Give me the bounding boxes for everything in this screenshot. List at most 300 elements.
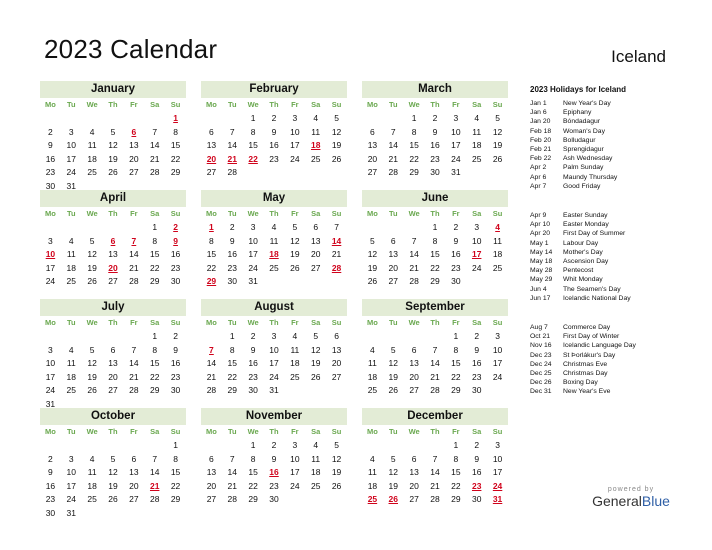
holiday-name: Good Friday bbox=[563, 182, 601, 190]
calendar-day: 14 bbox=[430, 358, 440, 368]
calendar-day: 15 bbox=[430, 249, 440, 259]
calendar-day: 27 bbox=[409, 494, 419, 504]
weekday-label: Th bbox=[269, 209, 279, 218]
calendar-day: 25 bbox=[290, 371, 300, 382]
holiday-date-label: Apr 10 bbox=[530, 221, 551, 229]
weekday-label: We bbox=[86, 100, 98, 109]
holiday-row bbox=[530, 248, 700, 257]
calendar-day: 18 bbox=[367, 371, 378, 382]
empty-cell bbox=[362, 221, 383, 235]
calendar-day: 31 bbox=[66, 507, 76, 518]
calendar-day: 6 bbox=[110, 344, 116, 355]
holiday-date: 4 bbox=[495, 222, 500, 232]
holiday-date-label: Jun 4 bbox=[530, 285, 547, 293]
calendar-day: 20 bbox=[310, 249, 321, 259]
holiday-name: First Day of Summer bbox=[563, 230, 626, 238]
calendar-day: 27 bbox=[129, 167, 139, 177]
holiday-name: Ascension Day bbox=[563, 257, 609, 265]
calendar-day: 25 bbox=[310, 480, 321, 491]
calendar-day: 23 bbox=[45, 167, 56, 177]
empty-cell bbox=[40, 221, 61, 235]
holiday-row bbox=[530, 378, 700, 387]
holiday-row bbox=[530, 294, 700, 303]
calendar-day: 4 bbox=[271, 222, 277, 232]
calendar-day: 10 bbox=[492, 453, 503, 464]
holiday-date: 7 bbox=[209, 344, 214, 355]
weekday-label: Sa bbox=[311, 209, 321, 218]
calendar-day: 12 bbox=[388, 358, 398, 368]
weekday-label: Su bbox=[170, 209, 181, 218]
calendar-day: 26 bbox=[290, 262, 300, 273]
calendar-day: 13 bbox=[206, 140, 217, 150]
calendar-day: 27 bbox=[108, 276, 118, 286]
calendar-day: 1 bbox=[250, 113, 256, 123]
holiday-name: Woman's Day bbox=[563, 127, 605, 135]
calendar-day: 2 bbox=[48, 453, 53, 464]
empty-cell bbox=[123, 330, 144, 344]
empty-cell bbox=[201, 330, 222, 344]
holiday-name: Easter Monday bbox=[563, 221, 609, 229]
calendar-day: 2 bbox=[432, 113, 438, 123]
holiday-date: 22 bbox=[248, 153, 258, 164]
calendar-day: 10 bbox=[269, 344, 279, 355]
empty-cell bbox=[61, 330, 82, 344]
calendar-day: 16 bbox=[471, 467, 482, 477]
calendar-day: 17 bbox=[290, 140, 300, 150]
weekday-label: Th bbox=[430, 427, 440, 436]
holiday-name: Bolludagur bbox=[563, 136, 596, 144]
calendar-day: 4 bbox=[89, 126, 95, 137]
holiday-date-label: Dec 25 bbox=[530, 369, 552, 377]
month-days bbox=[201, 316, 347, 398]
weekday-label: Th bbox=[269, 318, 279, 327]
calendar-day: 16 bbox=[248, 358, 258, 368]
month-name: October bbox=[40, 408, 186, 425]
calendar-day: 22 bbox=[409, 153, 419, 164]
calendar-day: 21 bbox=[149, 153, 160, 164]
calendar-day: 9 bbox=[173, 344, 178, 355]
weekday-label: Su bbox=[331, 427, 342, 436]
calendar-day: 8 bbox=[152, 344, 158, 355]
empty-cell bbox=[362, 330, 383, 344]
calendar-day: 5 bbox=[370, 235, 375, 246]
calendar-day: 11 bbox=[472, 126, 482, 137]
calendar-day: 19 bbox=[388, 371, 398, 382]
calendar-day: 30 bbox=[45, 180, 56, 191]
weekday-label: Tu bbox=[388, 318, 398, 327]
holiday-name: First Day of Winter bbox=[563, 333, 620, 341]
calendar-day: 20 bbox=[388, 262, 398, 273]
calendar-day: 10 bbox=[290, 453, 300, 464]
month-days bbox=[362, 425, 508, 507]
calendar-day: 16 bbox=[45, 480, 56, 491]
holiday-row bbox=[530, 136, 700, 145]
empty-cell bbox=[404, 439, 425, 453]
empty-cell bbox=[222, 112, 243, 126]
weekday-label: Sa bbox=[472, 318, 482, 327]
empty-cell bbox=[404, 221, 425, 235]
empty-cell bbox=[61, 439, 82, 453]
calendar-day: 13 bbox=[108, 358, 118, 368]
calendar-day: 2 bbox=[271, 113, 277, 123]
calendar-day: 25 bbox=[492, 262, 503, 273]
calendar-day: 16 bbox=[471, 358, 482, 368]
empty-cell bbox=[123, 439, 144, 453]
calendar-day: 3 bbox=[271, 331, 277, 341]
weekday-label: Mo bbox=[206, 427, 217, 436]
holiday-date-label: Dec 23 bbox=[530, 351, 552, 359]
calendar-day: 24 bbox=[248, 262, 258, 273]
calendar-day: 12 bbox=[388, 467, 398, 477]
empty-cell bbox=[123, 112, 144, 126]
calendar-day: 16 bbox=[45, 153, 56, 164]
calendar-day: 30 bbox=[45, 507, 56, 518]
calendar-day: 5 bbox=[89, 235, 95, 246]
empty-cell bbox=[362, 439, 383, 453]
weekday-label: Su bbox=[492, 427, 503, 436]
empty-cell bbox=[383, 221, 404, 235]
weekday-label: Mo bbox=[367, 427, 378, 436]
calendar-day: 28 bbox=[430, 385, 440, 395]
calendar-day: 1 bbox=[432, 222, 438, 232]
holiday-row bbox=[530, 239, 700, 248]
calendar-day: 24 bbox=[290, 480, 300, 491]
holiday-name: Mother's Day bbox=[563, 248, 603, 256]
calendar-day: 10 bbox=[66, 467, 76, 477]
calendar-day: 6 bbox=[209, 126, 214, 137]
empty-cell bbox=[362, 112, 383, 126]
calendar-day: 20 bbox=[409, 480, 419, 491]
calendar-day: 28 bbox=[388, 167, 398, 177]
calendar-day: 19 bbox=[108, 480, 118, 491]
holiday-date: 21 bbox=[227, 153, 237, 164]
calendar-day: 3 bbox=[48, 235, 53, 246]
calendar-day: 29 bbox=[149, 276, 160, 286]
holiday-name: Bóndadagur bbox=[563, 118, 601, 126]
holiday-row bbox=[530, 117, 700, 126]
calendar-day: 5 bbox=[390, 344, 396, 355]
calendar-day: 14 bbox=[129, 358, 139, 368]
month-july bbox=[40, 299, 186, 411]
holiday-date: 1 bbox=[173, 113, 178, 123]
calendar-day: 23 bbox=[430, 153, 440, 164]
calendar-day: 11 bbox=[311, 126, 321, 137]
calendar-day: 9 bbox=[48, 467, 53, 477]
calendar-day: 1 bbox=[411, 113, 417, 123]
holiday-list-1 bbox=[530, 99, 700, 191]
holiday-name: Palm Sunday bbox=[563, 164, 604, 172]
empty-cell bbox=[201, 439, 222, 453]
holiday-name: Christmas Eve bbox=[563, 360, 608, 368]
calendar-day: 18 bbox=[492, 249, 503, 259]
calendar-day: 9 bbox=[229, 235, 235, 246]
holiday-date-label: Apr 9 bbox=[530, 212, 547, 219]
calendar-day: 31 bbox=[45, 398, 56, 409]
calendar-day: 17 bbox=[248, 249, 258, 259]
weekday-label: Th bbox=[430, 318, 440, 327]
calendar-day: 26 bbox=[331, 480, 342, 491]
calendar-day: 25 bbox=[310, 153, 321, 164]
calendar-day: 10 bbox=[66, 140, 76, 150]
weekday-label: Th bbox=[269, 427, 279, 436]
calendar-day: 19 bbox=[331, 140, 342, 150]
month-name: August bbox=[201, 299, 347, 316]
calendar-day: 28 bbox=[409, 276, 419, 286]
calendar-day: 22 bbox=[227, 371, 237, 382]
holidays-title: 2023 Holidays for Iceland bbox=[530, 85, 627, 94]
month-days bbox=[201, 98, 347, 180]
calendar-day: 13 bbox=[409, 358, 419, 368]
generalblue-logo bbox=[588, 486, 674, 509]
weekday-label: Sa bbox=[311, 318, 321, 327]
calendar-day: 8 bbox=[229, 344, 235, 355]
calendar-day: 19 bbox=[310, 358, 321, 368]
holiday-date: 7 bbox=[131, 235, 137, 246]
month-september bbox=[362, 299, 508, 398]
calendar-day: 18 bbox=[66, 262, 76, 273]
calendar-day: 25 bbox=[66, 276, 76, 286]
calendar-day: 9 bbox=[271, 126, 277, 137]
calendar-day: 10 bbox=[492, 344, 503, 355]
calendar-day: 17 bbox=[66, 480, 76, 491]
calendar-day: 20 bbox=[331, 358, 342, 368]
holiday-date-label: Jan 20 bbox=[530, 118, 551, 126]
empty-cell bbox=[425, 330, 446, 344]
empty-cell bbox=[61, 112, 82, 126]
calendar-day: 11 bbox=[368, 467, 377, 477]
calendar-day: 15 bbox=[451, 358, 461, 368]
calendar-day: 11 bbox=[493, 235, 502, 246]
calendar-day: 29 bbox=[170, 494, 181, 504]
weekday-label: We bbox=[408, 427, 420, 436]
weekday-label: Mo bbox=[45, 318, 56, 327]
calendar-day: 20 bbox=[129, 153, 139, 164]
holiday-date-label: Dec 26 bbox=[530, 379, 552, 387]
month-name: June bbox=[362, 190, 508, 207]
calendar-day: 31 bbox=[269, 385, 279, 395]
calendar-day: 23 bbox=[471, 371, 482, 382]
weekday-label: Su bbox=[170, 427, 181, 436]
calendar-day: 7 bbox=[229, 126, 235, 137]
calendar-day: 26 bbox=[310, 371, 321, 382]
holiday-date: 17 bbox=[471, 249, 482, 259]
calendar-day: 25 bbox=[471, 153, 482, 164]
calendar-day: 30 bbox=[269, 494, 279, 504]
calendar-day: 15 bbox=[149, 249, 160, 259]
weekday-label: Fr bbox=[291, 318, 299, 327]
holiday-date-label: May 1 bbox=[530, 239, 549, 247]
weekday-label: Su bbox=[492, 318, 503, 327]
weekday-label: We bbox=[247, 318, 259, 327]
weekday-label: Tu bbox=[227, 209, 237, 218]
calendar-day: 8 bbox=[209, 235, 214, 246]
holiday-row bbox=[530, 182, 700, 191]
holiday-date-label: Apr 2 bbox=[530, 164, 547, 172]
calendar-day: 18 bbox=[471, 140, 482, 150]
calendar-day: 4 bbox=[89, 453, 95, 464]
brand-blue: Blue bbox=[641, 493, 670, 509]
calendar-day: 12 bbox=[331, 453, 342, 464]
weekday-label: Sa bbox=[150, 100, 160, 109]
empty-cell bbox=[40, 439, 61, 453]
empty-cell bbox=[103, 439, 124, 453]
calendar-day: 30 bbox=[471, 385, 482, 395]
calendar-day: 12 bbox=[331, 126, 342, 137]
holiday-date: 18 bbox=[269, 249, 279, 259]
weekday-label: Fr bbox=[452, 427, 460, 436]
calendar-day: 11 bbox=[269, 235, 279, 246]
calendar-day: 3 bbox=[68, 453, 74, 464]
calendar-day: 1 bbox=[453, 331, 459, 341]
weekday-label: Th bbox=[108, 427, 118, 436]
weekday-label: Mo bbox=[206, 318, 217, 327]
calendar-day: 8 bbox=[453, 453, 459, 464]
month-days bbox=[362, 316, 508, 398]
calendar-day: 6 bbox=[390, 235, 396, 246]
holiday-name: Ash Wednesday bbox=[563, 155, 613, 163]
holiday-date-label: Dec 31 bbox=[530, 388, 552, 396]
calendar-day: 28 bbox=[206, 385, 217, 395]
calendar-day: 18 bbox=[367, 480, 378, 491]
calendar-day: 19 bbox=[290, 249, 300, 259]
calendar-day: 14 bbox=[149, 140, 160, 150]
holiday-row bbox=[530, 220, 700, 229]
holiday-row bbox=[530, 257, 700, 266]
calendar-day: 5 bbox=[390, 453, 396, 464]
month-name: March bbox=[362, 81, 508, 98]
holiday-name: Commerce Day bbox=[563, 324, 611, 331]
calendar-day: 25 bbox=[367, 385, 378, 395]
holiday-row bbox=[530, 108, 700, 117]
powered-by-text: powered by bbox=[607, 486, 655, 493]
weekday-label: Sa bbox=[472, 100, 482, 109]
calendar-day: 16 bbox=[269, 140, 279, 150]
calendar-day: 1 bbox=[250, 440, 256, 450]
weekday-label: Tu bbox=[388, 100, 398, 109]
calendar-day: 16 bbox=[430, 140, 440, 150]
weekday-label: Fr bbox=[130, 100, 138, 109]
brand-general: General bbox=[592, 493, 642, 509]
calendar-day: 6 bbox=[131, 453, 137, 464]
brand-name bbox=[588, 493, 674, 509]
calendar-day: 23 bbox=[248, 371, 258, 382]
country-label: Iceland bbox=[611, 47, 666, 66]
holiday-date: 20 bbox=[108, 262, 118, 273]
calendar-day: 25 bbox=[269, 262, 279, 273]
weekday-label: Fr bbox=[452, 209, 460, 218]
holiday-date-label: May 18 bbox=[530, 257, 553, 265]
calendar-day: 4 bbox=[68, 235, 74, 246]
holiday-name: Pentecost bbox=[563, 267, 594, 275]
calendar-day: 7 bbox=[334, 222, 339, 232]
calendar-day: 21 bbox=[129, 262, 139, 273]
calendar-day: 12 bbox=[492, 126, 503, 137]
holiday-row bbox=[530, 387, 700, 396]
calendar-day: 2 bbox=[173, 331, 178, 341]
weekday-label: Tu bbox=[388, 427, 398, 436]
calendar-day: 10 bbox=[471, 235, 482, 246]
calendar-day: 11 bbox=[87, 140, 97, 150]
calendar-day: 21 bbox=[331, 249, 342, 259]
calendar-day: 31 bbox=[248, 276, 258, 286]
calendar-day: 4 bbox=[313, 440, 319, 450]
calendar-day: 9 bbox=[432, 126, 438, 137]
weekday-label: Fr bbox=[452, 100, 460, 109]
calendar-day: 19 bbox=[87, 262, 97, 273]
calendar-day: 5 bbox=[110, 453, 116, 464]
holiday-name: Boxing Day bbox=[563, 379, 598, 387]
holiday-date-label: Nov 16 bbox=[530, 342, 552, 350]
calendar-day: 5 bbox=[334, 440, 339, 450]
holiday-date: 1 bbox=[209, 222, 214, 232]
calendar-day: 9 bbox=[250, 344, 256, 355]
calendar-day: 4 bbox=[474, 113, 480, 123]
calendar-day: 28 bbox=[129, 385, 139, 395]
weekday-label: We bbox=[247, 209, 259, 218]
calendar-day: 22 bbox=[206, 262, 217, 273]
holiday-row bbox=[530, 154, 700, 163]
calendar-day: 26 bbox=[331, 153, 342, 164]
weekday-label: Tu bbox=[66, 209, 76, 218]
calendar-day: 28 bbox=[149, 494, 160, 504]
empty-cell bbox=[40, 112, 61, 126]
weekday-label: Su bbox=[170, 100, 181, 109]
weekday-label: Su bbox=[331, 100, 342, 109]
empty-cell bbox=[144, 439, 165, 453]
calendar-day: 11 bbox=[368, 358, 377, 368]
calendar-day: 7 bbox=[131, 344, 137, 355]
calendar-day: 27 bbox=[108, 385, 118, 395]
month-november bbox=[201, 408, 347, 507]
month-days bbox=[40, 98, 186, 193]
calendar-day: 11 bbox=[311, 453, 321, 464]
calendar-day: 14 bbox=[409, 249, 419, 259]
weekday-label: Sa bbox=[311, 100, 321, 109]
calendar-day: 13 bbox=[206, 467, 217, 477]
month-name: September bbox=[362, 299, 508, 316]
calendar-day: 20 bbox=[409, 371, 419, 382]
holiday-row bbox=[530, 266, 700, 275]
holiday-date-label: Jan 1 bbox=[530, 100, 547, 107]
calendar-day: 26 bbox=[108, 167, 118, 177]
calendar-day: 8 bbox=[250, 453, 256, 464]
calendar-day: 19 bbox=[108, 153, 118, 164]
calendar-day: 13 bbox=[129, 467, 139, 477]
weekday-label: Su bbox=[492, 100, 503, 109]
calendar-day: 31 bbox=[451, 167, 461, 177]
weekday-label: Mo bbox=[206, 209, 217, 218]
empty-cell bbox=[82, 221, 103, 235]
calendar-day: 24 bbox=[66, 494, 76, 504]
weekday-label: Fr bbox=[130, 318, 138, 327]
holiday-row bbox=[530, 99, 700, 108]
weekday-label: Tu bbox=[388, 209, 398, 218]
month-october bbox=[40, 408, 186, 520]
holiday-date: 29 bbox=[206, 276, 217, 286]
weekday-label: Mo bbox=[367, 209, 378, 218]
calendar-day: 28 bbox=[227, 494, 237, 504]
calendar-day: 16 bbox=[227, 249, 237, 259]
calendar-day: 4 bbox=[292, 331, 298, 341]
calendar-day: 17 bbox=[45, 371, 56, 382]
holiday-date: 6 bbox=[131, 126, 137, 137]
month-april bbox=[40, 190, 186, 289]
weekday-label: Tu bbox=[227, 100, 237, 109]
holiday-date: 31 bbox=[492, 494, 503, 504]
weekday-label: Sa bbox=[472, 427, 482, 436]
calendar-day: 3 bbox=[68, 126, 74, 137]
month-days bbox=[362, 98, 508, 180]
